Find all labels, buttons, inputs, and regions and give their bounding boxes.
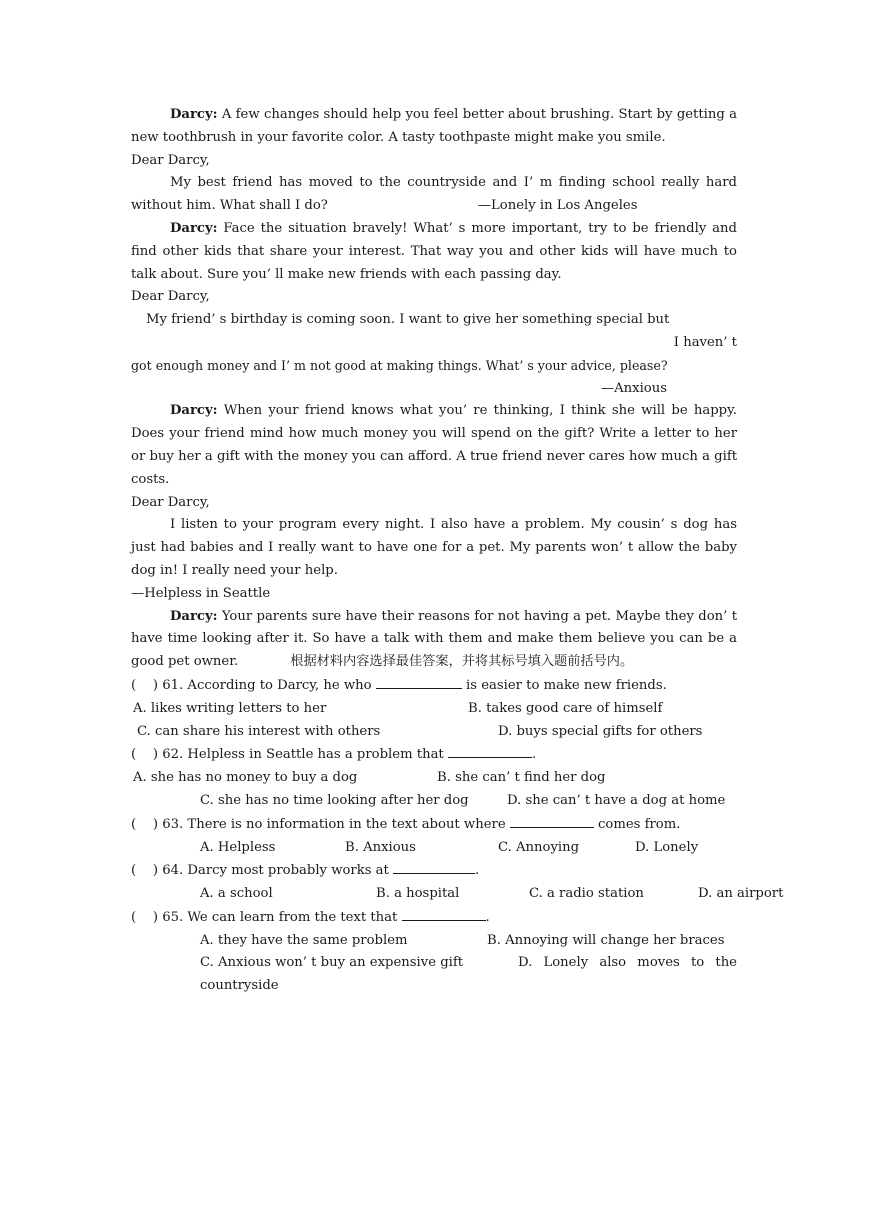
option-c: C. Anxious won’ t buy an expensive gift [200, 955, 464, 971]
question-stem-end: . [531, 747, 537, 763]
option-a: A. they have the same problem [200, 932, 408, 948]
options-row [131, 698, 737, 721]
option-b: B. takes good care of himself [468, 700, 663, 716]
reply-paragraph [131, 104, 737, 150]
question-62 [131, 743, 737, 767]
option-d: D. Lonely also moves to the countryside [200, 955, 737, 994]
option-a: A. Helpless [200, 839, 276, 855]
letter-text: I haven’ t [673, 334, 737, 350]
letter-text: got enough money and I’ m not good at making things. What’ s your advice, please? [131, 357, 668, 373]
option-b: B. a hospital [376, 886, 460, 902]
signature: —Anxious [600, 380, 667, 396]
question-stem: 64. Darcy most probably works at [162, 863, 389, 879]
letter-text: I listen to your program every night. I also have a problem. My cousin’ s dog has just had babies and I really want to have one for a pet. My parents won’ t allow the baby dog in! I really need your help. [131, 517, 737, 578]
reply-name: Darcy: [170, 107, 218, 122]
question-65 [131, 906, 737, 930]
option-d: D. buys special gifts for others [498, 723, 703, 739]
option-c: C. can share his interest with others [137, 723, 381, 739]
signature: —Helpless in Seattle [131, 585, 271, 601]
answer-blank [402, 906, 486, 921]
option-a: A. she has no money to buy a dog [133, 770, 358, 786]
answer-paren: ( ) [131, 677, 159, 693]
answer-blank [393, 859, 475, 874]
question-61 [131, 674, 737, 698]
option-d: D. Lonely [635, 839, 699, 855]
question-64 [131, 859, 737, 883]
reply-text: When your friend knows what you’ re thinking, I think she will be happy. Does your friend mind how much money you will spend on the gift? Write a letter to her or buy her a gift with the money you can afford. A true friend never cares how much a gift costs. [131, 403, 737, 487]
reply-text: A few changes should help you feel better about brushing. Start by getting a new toothbrush in your favorite color. A tasty toothpaste might make you smile. [131, 107, 737, 145]
question-stem: 63. There is no information in the text about where [162, 816, 506, 832]
question-63 [131, 813, 737, 837]
signature: —Lonely in Los Angeles [477, 198, 638, 214]
question-stem-end: comes from. [598, 816, 681, 832]
option-d: D. she can’ t have a dog at home [507, 792, 726, 808]
reply-name: Darcy: [170, 608, 218, 624]
question-stem-end: . [475, 863, 480, 879]
reply-paragraph [131, 606, 737, 674]
reply-paragraph [131, 400, 737, 491]
reply-name: Darcy: [170, 403, 218, 419]
answer-blank [510, 813, 594, 828]
question-stem: 65. We can learn from the text that [162, 909, 398, 925]
answer-paren: ( ) [131, 909, 159, 925]
letter-text: My best friend has moved to the countryside and I’ m finding school really hard without him. What shall I do? [131, 175, 737, 214]
answer-paren: ( ) [131, 863, 159, 879]
option-b: B. Anxious [345, 839, 416, 855]
options-row [131, 790, 737, 813]
letter-text: My friend’ s birthday is coming soon. I want to give her something special but [146, 312, 670, 328]
options-row [131, 930, 737, 953]
option-d: D. an airport [698, 886, 784, 902]
option-c: C. a radio station [529, 886, 644, 902]
document-page [131, 104, 784, 998]
option-c: C. Annoying [498, 839, 580, 855]
reply-text: Your parents sure have their reasons for not having a pet. Maybe they don’ t have time looking after it. So have a talk with them and make them believe you can be a good pet owner. [131, 608, 737, 670]
question-stem-end: is easier to make new friends. [466, 677, 667, 693]
answer-blank [376, 674, 462, 689]
options-row [131, 837, 737, 860]
greeting: Dear Darcy, [131, 494, 210, 510]
option-a: A. likes writing letters to her [133, 700, 327, 716]
options-row [131, 767, 737, 790]
option-a: A. a school [200, 886, 273, 902]
options-row [131, 883, 784, 906]
greeting: Dear Darcy, [131, 289, 210, 305]
options-row [131, 952, 737, 998]
reply-text: Face the situation bravely! What’ s more important, try to be friendly and find other kids that share your interest. That way you and other kids will have much to talk about. Sure you’ ll make new friends with each passing day. [131, 220, 737, 282]
reply-name: Darcy: [170, 220, 218, 236]
answer-paren: ( ) [131, 816, 159, 832]
answer-paren: ( ) [131, 747, 159, 763]
instruction: 根据材料内容选择最佳答案，并将其标号填入题前括号内。 [290, 654, 634, 670]
greeting: Dear Darcy, [131, 152, 210, 168]
option-c: C. she has no time looking after her dog [200, 792, 469, 808]
question-stem: 61. According to Darcy, he who [162, 677, 372, 693]
option-b: B. Annoying will change her braces [487, 932, 725, 948]
letter-body [131, 514, 737, 582]
reply-paragraph [131, 218, 737, 286]
question-stem: 62. Helpless in Seattle has a problem that [162, 747, 444, 763]
letter-body [131, 172, 737, 218]
option-b: B. she can’ t find her dog [437, 770, 606, 786]
options-row [131, 721, 737, 744]
answer-blank [448, 743, 532, 758]
question-stem-end: . [485, 909, 490, 925]
